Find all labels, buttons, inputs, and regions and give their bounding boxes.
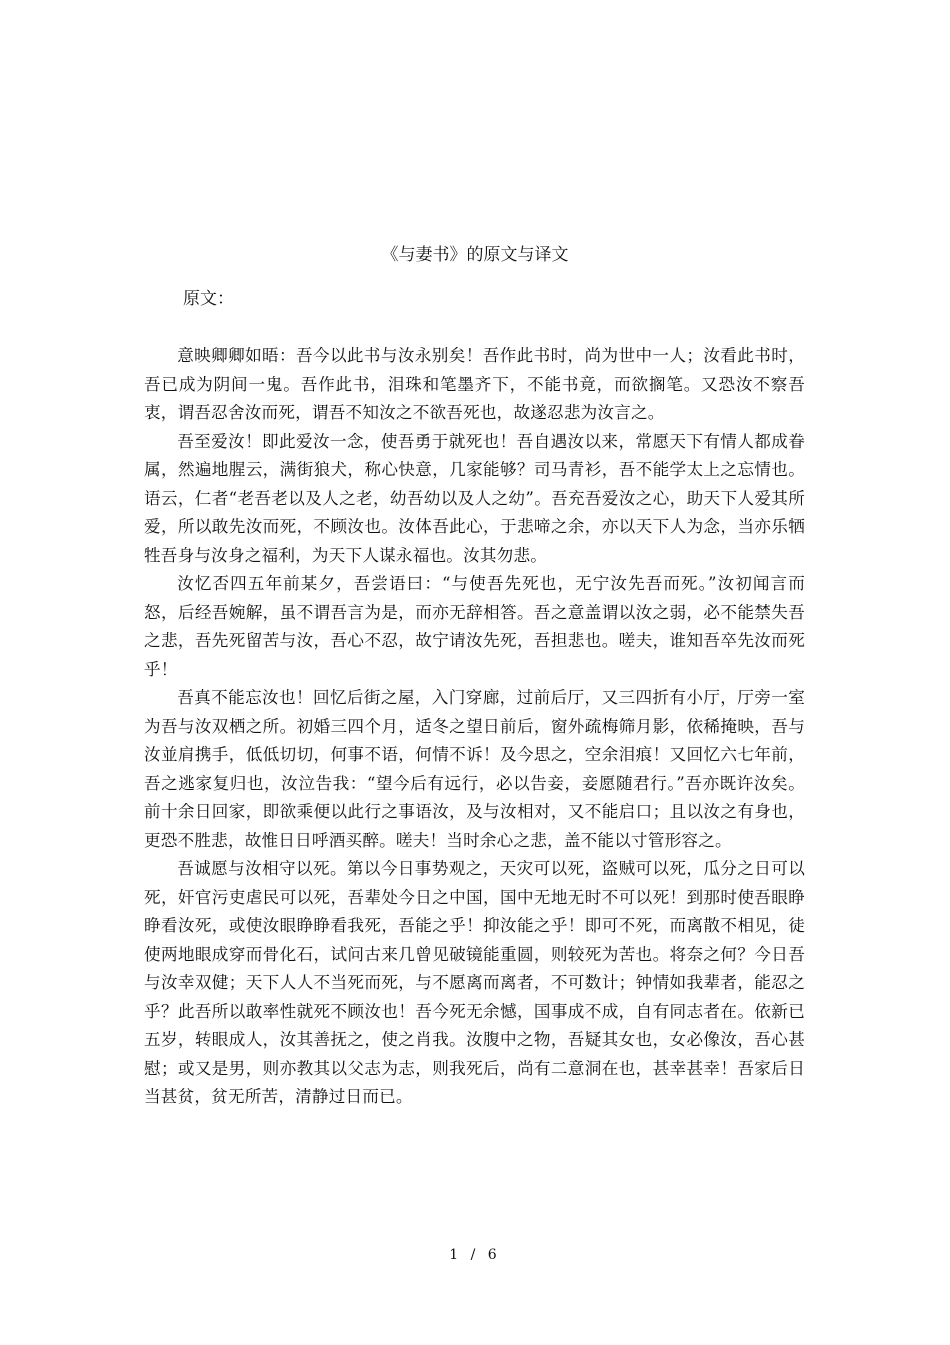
paragraph: 吾真不能忘汝也！回忆后街之屋，入门穿廊，过前后厅，又三四折有小厅，厅旁一室为吾与汝双栖之所。初婚三四个月，适冬之望日前后，窗外疏梅筛月影，依稀掩映，吾与汝並肩携手，低低切切，何事不语，何情不诉！及今思之，空余泪痕！又回忆六七年前，吾之逃家复归也，汝泣告我：“望今后有远行，必以告妾，妾愿随君行。”吾亦既许汝矣。前十余日回家，即欲乘便以此行之事语汝，及与汝相对，又不能启口；且以汝之有身也，更恐不胜悲，故惟日日呼酒买醉。嗟夫！当时余心之悲，盖不能以寸管形容之。	[144, 688, 805, 850]
body-text	[144, 342, 805, 1112]
paragraph: 意映卿卿如晤：吾今以此书与汝永别矣！吾作此书时，尚为世中一人；汝看此书时，吾已成为阴间一鬼。吾作此书，泪珠和笔墨齐下，不能书竟，而欲搁笔。又恐汝不察吾衷，谓吾忍舍汝而死，谓吾不知汝之不欲吾死也，故遂忍悲为汝言之。	[144, 346, 805, 422]
page-number: 1 / 6	[449, 1247, 501, 1263]
section-label: 原文：	[183, 289, 234, 309]
paragraph: 吾至爱汝！即此爱汝一念，使吾勇于就死也！吾自遇汝以来，常愿天下有情人都成眷属，然遍地腥云，满街狼犬，称心快意，几家能够？司马青衫，吾不能学太上之忘情也。语云，仁者“老吾老以及人之老，幼吾幼以及人之幼”。吾充吾爱汝之心，助天下人爱其所爱，所以敢先汝而死，不顾汝也。汝体吾此心，于悲啼之余，亦以天下人为念，当亦乐牺牲吾身与汝身之福利，为天下人谋永福也。汝其勿悲。	[144, 431, 805, 565]
paragraph: 吾诚愿与汝相守以死。第以今日事势观之，天灾可以死，盗贼可以死，瓜分之日可以死，奸官污吏虐民可以死，吾辈处今日之中国，国中无地无时不可以死！到那时使吾眼睁睁看汝死，或使汝眼睁睁看我死，吾能之乎！抑汝能之乎！即可不死，而离散不相见，徒使两地眼成穿而骨化石，试问古来几曾见破镜能重圆，则较死为苦也。将奈之何？今日吾与汝幸双健；天下人人不当死而死，与不愿离而离者，不可数计；钟情如我辈者，能忍之乎？此吾所以敢率性就死不顾汝也！吾今死无余憾，国事成不成，自有同志者在。依新已五岁，转眼成人，汝其善抚之，使之肖我。汝腹中之物，吾疑其女也，女必像汝，吾心甚慰；或又是男，则亦教其以父志为志，则我死后，尚有二意洞在也，甚幸甚幸！吾家后日当甚贫，贫无所苦，清静过日而已。	[144, 859, 805, 1106]
page-title: 《与妻书》的原文与译文	[381, 245, 569, 265]
paragraph: 汝忆否四五年前某夕，吾尝语曰：“与使吾先死也，无宁汝先吾而死。”汝初闻言而怒，后经吾婉解，虽不谓吾言为是，而亦无辞相答。吾之意盖谓以汝之弱，必不能禁失吾之悲，吾先死留苦与汝，吾心不忍，故宁请汝先死，吾担悲也。嗟夫，谁知吾卒先汝而死乎！	[144, 574, 805, 679]
